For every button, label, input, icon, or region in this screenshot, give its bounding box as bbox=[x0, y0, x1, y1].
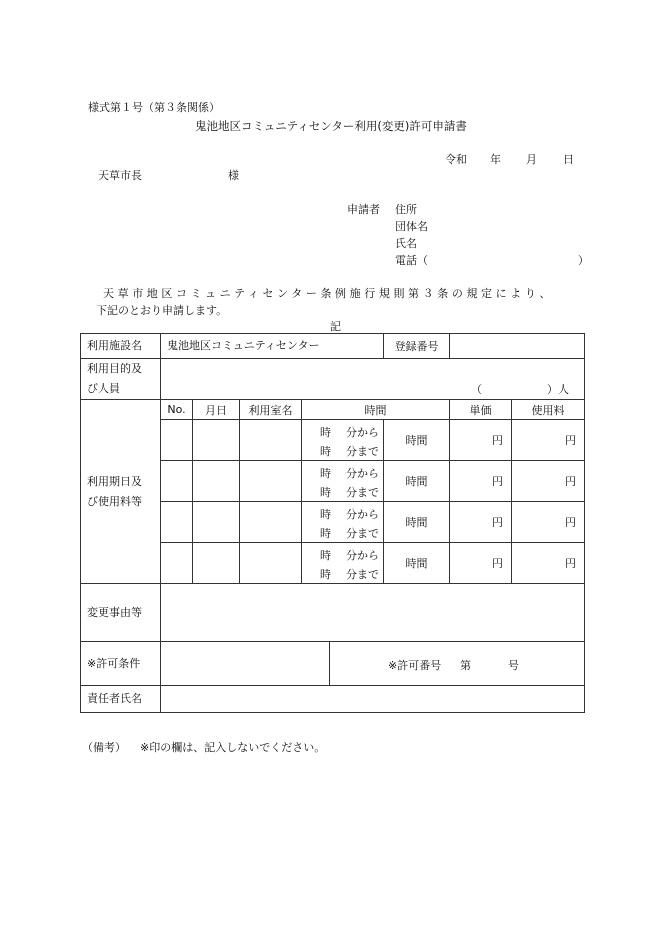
row-hours[interactable]: 時間 bbox=[384, 420, 450, 461]
responsible-label: 責任者氏名 bbox=[81, 686, 161, 713]
application-table bbox=[80, 333, 585, 713]
permit-conditions-value bbox=[161, 642, 330, 686]
row-time-range[interactable] bbox=[302, 502, 384, 543]
applicant-address-label: 住所 bbox=[395, 203, 417, 216]
row-time-range[interactable] bbox=[302, 543, 384, 584]
hour-to: 時 bbox=[320, 486, 331, 499]
row-unit-price[interactable]: 円 bbox=[450, 543, 512, 584]
row-no[interactable] bbox=[161, 502, 193, 543]
applicant-phone-close: ） bbox=[578, 254, 589, 267]
minute-to: 分まで bbox=[346, 486, 379, 499]
hour-to: 時 bbox=[320, 445, 331, 458]
row-hours[interactable]: 時間 bbox=[384, 543, 450, 584]
row-fee[interactable]: 円 bbox=[512, 461, 585, 502]
facility-row bbox=[81, 334, 585, 359]
row-date[interactable] bbox=[193, 461, 240, 502]
purpose-label-line1: 利用目的及 bbox=[87, 362, 142, 375]
minute-from: 分から bbox=[346, 467, 379, 480]
row-unit-price[interactable]: 円 bbox=[450, 461, 512, 502]
row-unit-price[interactable]: 円 bbox=[450, 502, 512, 543]
form-number: 様式第１号（第３条関係） bbox=[88, 101, 220, 114]
facility-label: 利用施設名 bbox=[81, 334, 161, 359]
permit-conditions-label: ※許可条件 bbox=[81, 642, 161, 686]
addressee: 天草市長 bbox=[98, 169, 142, 182]
schedule-label-line2: び使用料等 bbox=[87, 494, 142, 508]
purpose-label bbox=[81, 359, 161, 400]
col-fee: 使用料 bbox=[512, 400, 585, 420]
note-text: ※印の欄は、記入しないでください。 bbox=[140, 741, 326, 754]
row-fee[interactable]: 円 bbox=[512, 502, 585, 543]
permit-number-label: ※許可番号 bbox=[388, 659, 442, 672]
minute-from: 分から bbox=[346, 549, 379, 562]
col-no: No. bbox=[161, 400, 193, 420]
row-hours[interactable]: 時間 bbox=[384, 502, 450, 543]
hour-from: 時 bbox=[320, 549, 331, 562]
date-era: 令和 bbox=[445, 153, 467, 166]
honorific: 様 bbox=[228, 169, 239, 182]
permit-number-cell bbox=[330, 642, 585, 686]
minute-to: 分まで bbox=[346, 445, 379, 458]
schedule-label-line1: 利用期日及 bbox=[87, 474, 142, 488]
row-room[interactable] bbox=[240, 420, 302, 461]
row-room[interactable] bbox=[240, 461, 302, 502]
body-line-2: 下記のとおり申請します。 bbox=[96, 304, 228, 317]
note-label: （備考） bbox=[82, 741, 126, 754]
responsible-value[interactable] bbox=[161, 686, 585, 713]
row-no[interactable] bbox=[161, 420, 193, 461]
minute-to: 分まで bbox=[346, 568, 379, 581]
applicant-phone-open: 電話（ bbox=[395, 254, 428, 267]
facility-value: 鬼池地区コミュニティセンター bbox=[161, 334, 384, 359]
col-date: 月日 bbox=[193, 400, 240, 420]
date-day: 日 bbox=[563, 153, 574, 166]
row-no[interactable] bbox=[161, 543, 193, 584]
hour-from: 時 bbox=[320, 426, 331, 439]
permit-row bbox=[81, 642, 585, 686]
permit-number-go: 号 bbox=[508, 659, 519, 672]
change-reason-row bbox=[81, 584, 585, 642]
minute-from: 分から bbox=[346, 508, 379, 521]
change-reason-value[interactable] bbox=[161, 584, 585, 642]
people-close: ）人 bbox=[547, 383, 569, 396]
registration-label: 登録番号 bbox=[384, 334, 450, 359]
schedule-header-row bbox=[81, 400, 585, 420]
col-unit-price: 単価 bbox=[450, 400, 512, 420]
people-open: （ bbox=[471, 383, 482, 396]
applicant-label: 申請者 bbox=[347, 203, 380, 216]
purpose-label-line2: び人員 bbox=[87, 382, 120, 395]
hour-from: 時 bbox=[320, 467, 331, 480]
change-reason-label: 変更事由等 bbox=[81, 584, 161, 642]
date-year: 年 bbox=[490, 153, 501, 166]
minute-from: 分から bbox=[346, 426, 379, 439]
row-hours[interactable]: 時間 bbox=[384, 461, 450, 502]
hour-to: 時 bbox=[320, 568, 331, 581]
purpose-value[interactable] bbox=[161, 359, 585, 400]
registration-value[interactable] bbox=[450, 334, 585, 359]
applicant-organization-label: 団体名 bbox=[395, 220, 428, 233]
minute-to: 分まで bbox=[346, 527, 379, 540]
row-room[interactable] bbox=[240, 543, 302, 584]
form-title: 鬼池地区コミュニティセンター利用(変更)許可申請書 bbox=[195, 119, 467, 133]
row-fee[interactable]: 円 bbox=[512, 420, 585, 461]
row-date[interactable] bbox=[193, 543, 240, 584]
hour-to: 時 bbox=[320, 527, 331, 540]
purpose-row bbox=[81, 359, 585, 400]
date-month: 月 bbox=[526, 153, 537, 166]
row-time-range[interactable] bbox=[302, 420, 384, 461]
col-room: 利用室名 bbox=[240, 400, 302, 420]
col-time: 時間 bbox=[302, 400, 450, 420]
permit-number-dai: 第 bbox=[460, 659, 471, 672]
applicant-name-label: 氏名 bbox=[395, 237, 417, 250]
row-unit-price[interactable]: 円 bbox=[450, 420, 512, 461]
ki-mark: 記 bbox=[330, 320, 341, 333]
row-time-range[interactable] bbox=[302, 461, 384, 502]
row-date[interactable] bbox=[193, 502, 240, 543]
row-fee[interactable]: 円 bbox=[512, 543, 585, 584]
row-room[interactable] bbox=[240, 502, 302, 543]
body-line-1: 天草市地区コミュニティセンター条例施行規則第３条の規定により、 bbox=[103, 287, 555, 300]
hour-from: 時 bbox=[320, 508, 331, 521]
row-no[interactable] bbox=[161, 461, 193, 502]
schedule-label bbox=[81, 400, 161, 584]
responsible-row bbox=[81, 686, 585, 713]
row-date[interactable] bbox=[193, 420, 240, 461]
